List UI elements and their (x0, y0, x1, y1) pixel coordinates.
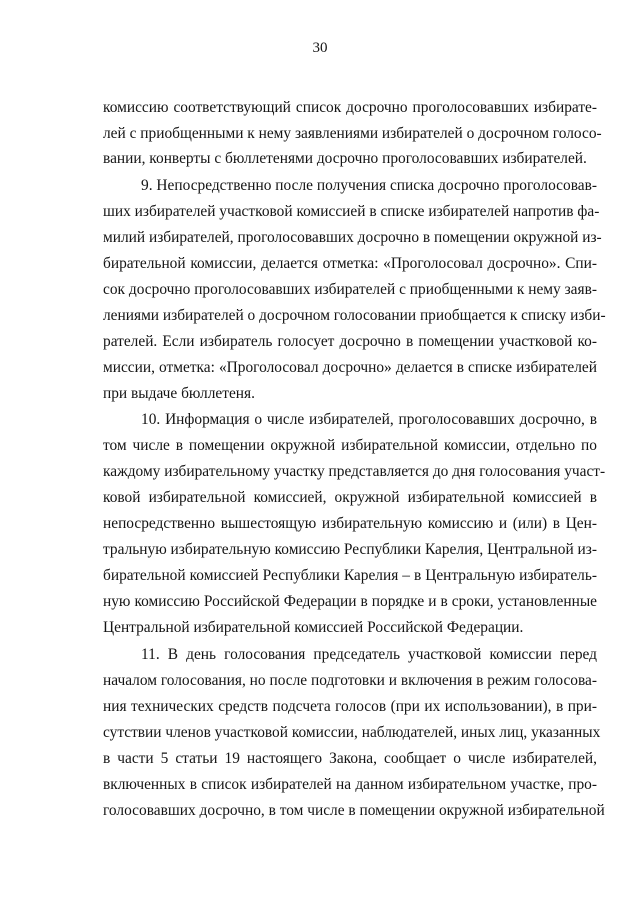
text-line: сок досрочно проголосовавших избирателей с приобщенными к нему заяв- (103, 281, 597, 298)
text-line: ния технических средств подсчета голосов (при их использовании), в при- (103, 698, 597, 715)
text-line: каждому избирательному участку представляется до дня голосования участ- (103, 463, 606, 480)
text-line: 11. В день голосования председатель участковой комиссии перед (141, 646, 597, 663)
text-line: началом голосования, но после подготовки и включения в режим голосова- (103, 672, 597, 689)
text-line: лей с приобщенными к нему заявлениями избирателей о досрочном голосо- (103, 125, 602, 142)
text-line: том числе в помещении окружной избирательной комиссии, отдельно по (103, 437, 597, 454)
text-line: тральную избирательную комиссию Республики Карелия, Центральной из- (103, 541, 597, 558)
text-line: комиссию соответствующий список досрочно проголосовавших избирате- (103, 99, 597, 116)
text-line: ших избирателей участковой комиссией в списке избирателей напротив фа- (103, 203, 600, 220)
text-line: рателей. Если избиратель голосует досрочно в помещении участковой ко- (103, 333, 597, 350)
text-line: 9. Непосредственно после получения списка досрочно проголосовав- (141, 177, 597, 194)
text-line: Центральной избирательной комиссией Российской Федерации. (103, 619, 524, 636)
text-line: при выдаче бюллетеня. (103, 385, 255, 402)
text-line: вании, конверты с бюллетенями досрочно проголосовавших избирателей. (103, 150, 587, 167)
text-line: голосовавших досрочно, в том числе в помещении окружной избирательной (103, 802, 605, 819)
text-line: миссии, отметка: «Проголосовал досрочно» делается в списке избирателей (103, 359, 597, 376)
text-line: сутствии членов участковой комиссии, наблюдателей, иных лиц, указанных (103, 724, 601, 741)
text-line: включенных в список избирателей на данном избирательном участке, про- (103, 776, 597, 793)
text-line: ную комиссию Российской Федерации в порядке и в сроки, установленные (103, 593, 597, 610)
page-number: 30 (312, 40, 328, 56)
text-line: лениями избирателей о досрочном голосовании приобщается к списку изби- (103, 307, 606, 324)
text-line: милий избирателей, проголосовавших досрочно в помещении окружной из- (103, 229, 602, 246)
text-line: непосредственно вышестоящую избирательную комиссию и (или) в Цен- (103, 515, 597, 532)
text-line: бирательной комиссией Республики Карелия – в Центральную избиратель- (103, 567, 597, 584)
text-line: бирательной комиссии, делается отметка: «Проголосовал досрочно». Спи- (103, 255, 597, 272)
text-line: ковой избирательной комиссией, окружной избирательной комиссией в (103, 489, 597, 506)
text-line: 10. Информация о числе избирателей, проголосовавших досрочно, в (141, 411, 597, 428)
text-line: в части 5 статьи 19 настоящего Закона, сообщает о числе избирателей, (103, 750, 597, 767)
